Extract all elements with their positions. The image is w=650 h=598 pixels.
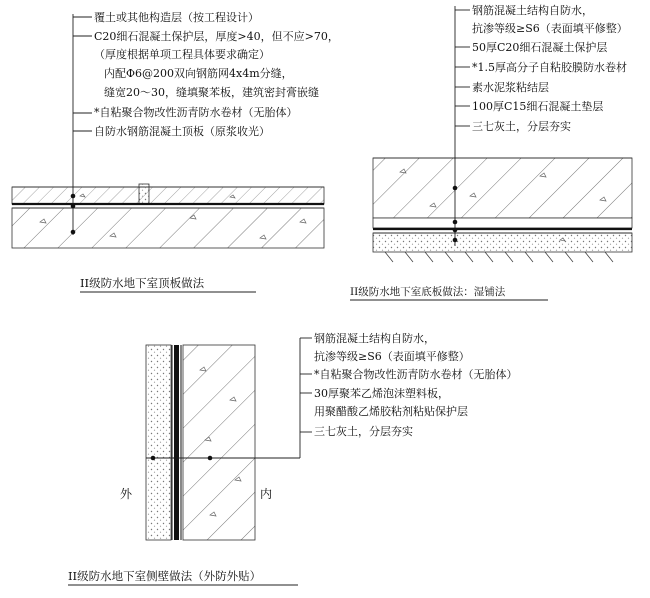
floor-detail <box>350 3 632 300</box>
wall-label-6: 三七灰土，分层夯实 <box>314 425 413 438</box>
roof-label-6: *自粘聚合物改性沥青防水卷材（无胎体） <box>94 106 298 119</box>
wall-detail <box>68 331 518 585</box>
roof-label-2: C20细石混凝土保护层，厚度>40，但不应>70， <box>94 30 339 43</box>
roof-label-1: 覆土或其他构造层（按工程设计） <box>94 11 259 24</box>
wall-label-3: *自粘聚合物改性沥青防水卷材（无胎体） <box>314 368 518 381</box>
floor-label-7: 三七灰土，分层夯实 <box>472 120 571 133</box>
wall-backfill-layer <box>146 345 171 540</box>
roof-label-5: 缝宽20～30，缝填聚苯板，建筑密封膏嵌缝 <box>104 86 319 99</box>
floor-label-1: 钢筋混凝土结构自防水， <box>472 4 593 17</box>
roof-protective-layer <box>12 187 324 204</box>
floor-lime-soil-marks <box>385 252 613 262</box>
roof-expansion-joint <box>139 184 149 204</box>
roof-detail <box>12 10 339 292</box>
floor-label-4: *1.5厚高分子自粘胶膜防水卷材 <box>472 61 627 74</box>
floor-structural-slab <box>373 158 632 218</box>
roof-label-3: （厚度根据单项工程具体要求确定） <box>94 48 270 61</box>
wall-caption: II级防水地下室侧壁做法（外防外贴） <box>68 569 262 583</box>
floor-label-6: 100厚C15细石混凝土垫层 <box>472 100 604 113</box>
floor-label-2: 抗渗等级≥S6（表面填平修整） <box>472 22 628 35</box>
roof-label-7: 自防水钢筋混凝土顶板（原浆收光） <box>94 125 270 138</box>
wall-label-ticks <box>300 338 312 432</box>
wall-label-4: 30厚聚苯乙烯泡沫塑料板， <box>314 387 449 400</box>
wall-label-1: 钢筋混凝土结构自防水， <box>314 332 435 345</box>
wall-label-2: 抗渗等级≥S6（表面填平修整） <box>314 350 470 363</box>
floor-caption: II级防水地下室底板做法：湿铺法 <box>350 286 506 298</box>
floor-label-5: 素水泥浆粘结层 <box>472 81 549 94</box>
roof-label-4: 内配Φ6@200双向钢筋网4x4m分缝， <box>104 67 293 80</box>
floor-label-ticks <box>455 10 470 126</box>
wall-membrane-layer <box>174 345 179 540</box>
floor-cushion-layer <box>373 233 632 252</box>
wall-outside-label: 外 <box>120 487 133 501</box>
wall-concrete <box>183 345 255 540</box>
wall-label-5: 用聚醋酸乙烯胶粘剂粘贴保护层 <box>314 405 468 418</box>
floor-label-3: 50厚C20细石混凝土保护层 <box>472 41 608 54</box>
roof-caption: II级防水地下室顶板做法 <box>80 276 205 290</box>
roof-label-ticks <box>73 17 92 131</box>
floor-protective-layer <box>373 218 632 228</box>
wall-inside-label: 内 <box>260 487 273 501</box>
roof-concrete-slab <box>12 208 324 248</box>
